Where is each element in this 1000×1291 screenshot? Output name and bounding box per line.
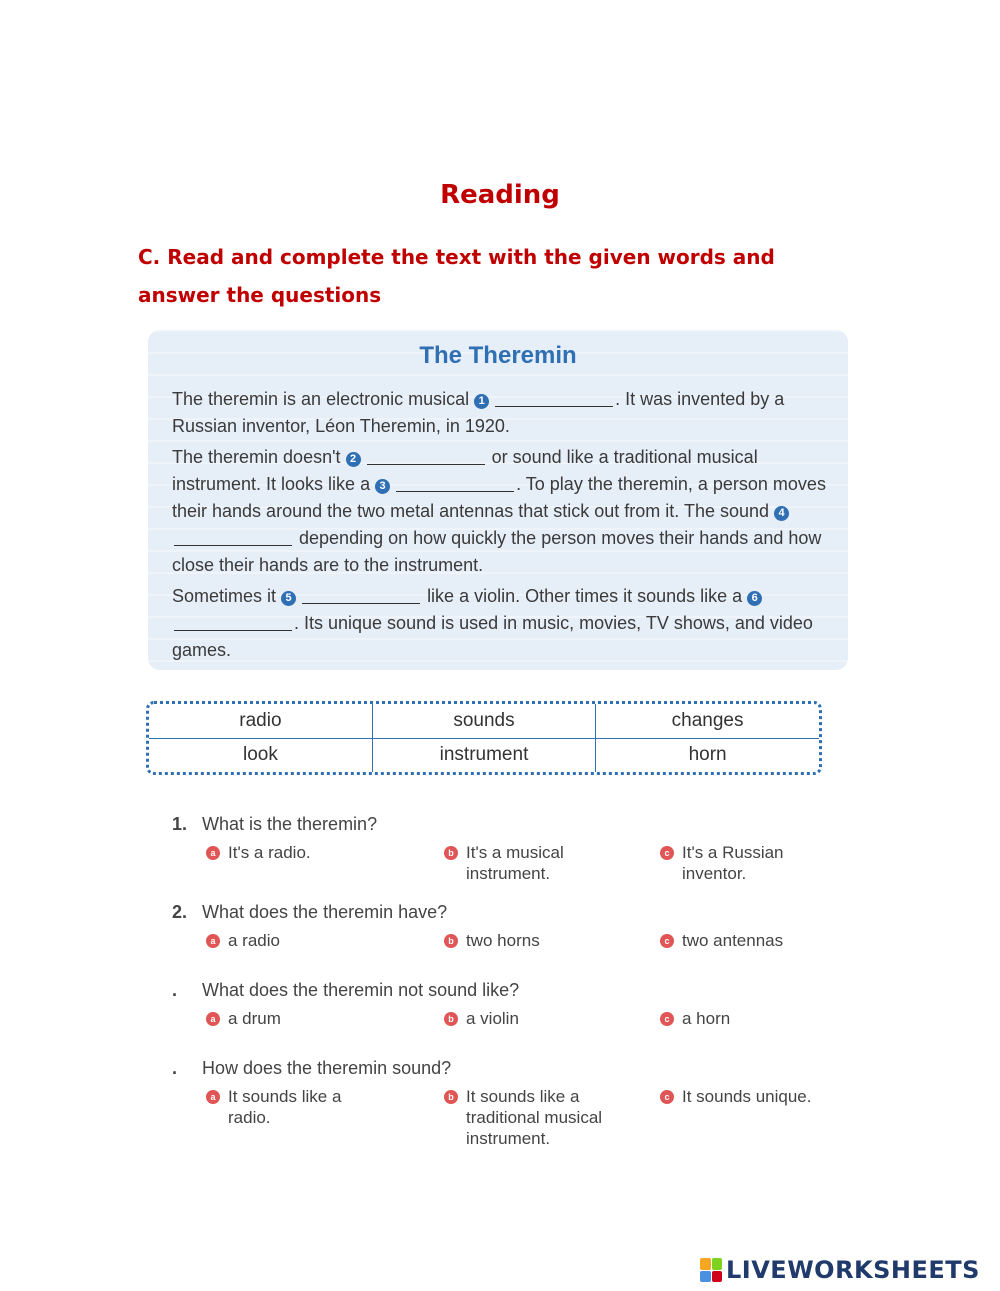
option-a[interactable]: a a radio (228, 930, 428, 951)
question-number: 2. (172, 902, 188, 922)
blank-5[interactable] (302, 587, 420, 604)
brand-logo (700, 1255, 994, 1285)
questions-list (172, 810, 862, 1162)
text-segment: . To play the theremin, a person moves their hands around the two metal antennas that stick out from it. (172, 474, 826, 521)
option-badge: b (444, 1012, 458, 1026)
question-text: How does the theremin sound? (202, 1058, 452, 1078)
blank-1[interactable] (495, 390, 613, 407)
text-segment: The theremin doesn't (172, 447, 341, 467)
blank-4[interactable] (174, 529, 292, 546)
option-badge: a (206, 846, 220, 860)
blank-3[interactable] (396, 475, 514, 492)
question-1 (172, 810, 862, 884)
question-number: 1. (172, 814, 188, 834)
number-badge: 1 (474, 394, 489, 409)
option-badge: c (660, 934, 674, 948)
option-a[interactable]: a a drum (228, 1008, 428, 1029)
option-a[interactable]: a It sounds like a radio. (228, 1086, 368, 1128)
question-number: . (172, 980, 178, 1000)
word-cell: look (149, 738, 372, 772)
number-badge: 4 (774, 506, 789, 521)
card-text (172, 386, 832, 668)
question-2 (172, 898, 862, 962)
question-4 (172, 1054, 862, 1148)
question-text: What is the theremin? (202, 814, 378, 834)
option-a[interactable]: a It's a radio. (228, 842, 428, 863)
option-badge: c (660, 1090, 674, 1104)
page-title: Reading (440, 180, 560, 210)
option-c[interactable]: c a horn (682, 1008, 882, 1029)
number-badge: 2 (346, 452, 361, 467)
option-badge: c (660, 1012, 674, 1026)
text-segment: like a violin. Other times it sounds like a (427, 586, 743, 606)
option-c[interactable]: c It's a Russian inventor. (682, 842, 822, 884)
option-c[interactable]: c two antennas (682, 930, 882, 951)
word-cell: sounds (372, 704, 595, 738)
card-title: The Theremin (419, 342, 577, 369)
blank-2[interactable] (367, 448, 485, 465)
number-badge: 6 (747, 591, 762, 606)
option-badge: b (444, 1090, 458, 1104)
text-segment: . Its unique sound is used in music, movies, TV shows, and video games. (172, 613, 813, 660)
text-segment: The sound (683, 501, 770, 521)
option-badge: a (206, 1090, 220, 1104)
text-segment: . It was invented by a Russian inventor, Léon Theremin, in 1920. (172, 389, 785, 436)
word-cell: instrument (372, 738, 595, 772)
word-cell: changes (596, 704, 819, 738)
blank-6[interactable] (174, 614, 292, 631)
option-badge: b (444, 934, 458, 948)
option-badge: a (206, 934, 220, 948)
question-text: What does the theremin not sound like? (202, 980, 520, 1000)
logo-icon (700, 1258, 722, 1282)
option-b[interactable]: b a violin (466, 1008, 666, 1029)
word-cell: horn (596, 738, 819, 772)
word-bank (146, 701, 822, 775)
reading-card (148, 330, 848, 670)
option-badge: a (206, 1012, 220, 1026)
text-segment: depending on how quickly the person moves their hands and how close their hands are to the instrument. (172, 528, 822, 575)
option-b[interactable]: b It's a musical instrument. (466, 842, 636, 884)
text-segment: or sound like a traditional musical instrument. It looks like a (172, 447, 758, 494)
question-text: What does the theremin have? (202, 902, 448, 922)
number-badge: 5 (281, 591, 296, 606)
option-badge: c (660, 846, 674, 860)
number-badge: 3 (375, 479, 390, 494)
option-b[interactable]: b It sounds like a traditional musical instrument. (466, 1086, 656, 1149)
instruction-text: C. Read and complete the text with the given words and answer the questions (138, 245, 775, 307)
word-cell: radio (149, 704, 372, 738)
option-badge: b (444, 846, 458, 860)
text-segment: The theremin is an electronic musical (172, 389, 470, 409)
text-segment: Sometimes it (172, 586, 277, 606)
question-number: . (172, 1058, 178, 1078)
option-b[interactable]: b two horns (466, 930, 666, 951)
brand-name: LIVEWORKSHEETS (726, 1256, 980, 1284)
question-3 (172, 976, 862, 1040)
option-c[interactable]: c It sounds unique. (682, 1086, 857, 1107)
